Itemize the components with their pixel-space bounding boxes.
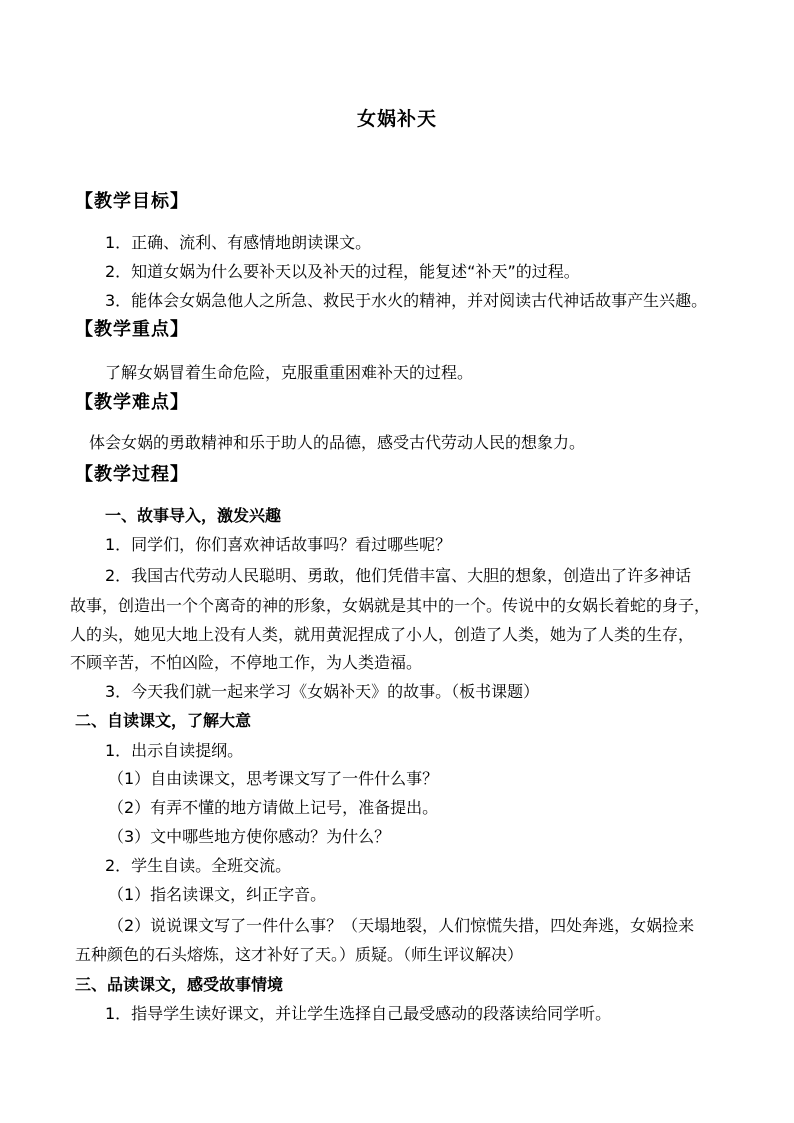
difficulties-text: 体会女娲的勇敢精神和乐于助人的品德，感受古代劳动人民的想象力。 [89,433,586,452]
part1-line: 1．同学们，你们喜欢神话故事吗？看过哪些呢？ [105,535,452,554]
part2-line: （2）说说课文写了一件什么事？（天塌地裂，人们惊慌失措，四处奔逃，女娲捡来 [108,916,695,935]
part3-line: 1．指导学生读好课文，并让学生选择自己最受感动的段落读给同学听。 [105,1004,612,1023]
part1-line: 2．我国古代劳动人民聪明、勇敢，他们凭借丰富、大胆的想象，创造出了许多神话 [105,566,692,585]
part2-line: 2．学生自读。全班交流。 [105,856,292,875]
goal-item-2: 2．知道女娲为什么要补天以及补天的过程，能复述“补天”的过程。 [105,262,580,281]
part2-line: 五种颜色的石头熔炼，这才补好了天。）质疑。（师生评议解决） [75,945,524,964]
part2-line: （1）指名读课文，纠正字音。 [108,885,327,904]
document-title: 女娲补天 [356,108,437,130]
part1-line: 不顾辛苦，不怕凶险，不停地工作，为人类造福。 [70,653,423,672]
part2-line: （3）文中哪些地方使你感动？为什么？ [108,827,391,846]
part3-title: 三、品读课文，感受故事情境 [75,975,284,994]
section-heading-process: 【教学过程】 [75,464,189,485]
part1-line: 人的头，她见大地上没有人类，就用黄泥捏成了小人，创造了人类，她为了人类的生存， [70,625,695,644]
goal-item-3: 3．能体会女娲急他人之所急、救民于水火的精神，并对阅读古代神话故事产生兴趣。 [105,291,708,310]
part2-line: （1）自由读课文，思考课文写了一件什么事？ [108,769,439,788]
key-points-text: 了解女娲冒着生命危险，克服重重困难补天的过程。 [105,363,474,382]
part1-line: 故事，创造出一个个离奇的神的形象，女娲就是其中的一个。传说中的女娲长着蛇的身子， [70,596,711,615]
part2-line: 1．出示自读提纲。 [105,741,244,760]
part2-line: （2）有弄不懂的地方请做上记号，准备提出。 [108,798,439,817]
section-heading-goals: 【教学目标】 [75,191,189,212]
section-heading-key-points: 【教学重点】 [75,319,189,340]
section-heading-difficulties: 【教学难点】 [75,392,189,413]
part2-title: 二、自读课文，了解大意 [75,711,252,730]
goal-item-1: 1．正确、流利、有感情地朗读课文。 [105,233,372,252]
part1-title: 一、故事导入，激发兴趣 [105,506,282,525]
part1-line: 3．今天我们就一起来学习《女娲补天》的故事。（板书课题） [105,682,540,701]
